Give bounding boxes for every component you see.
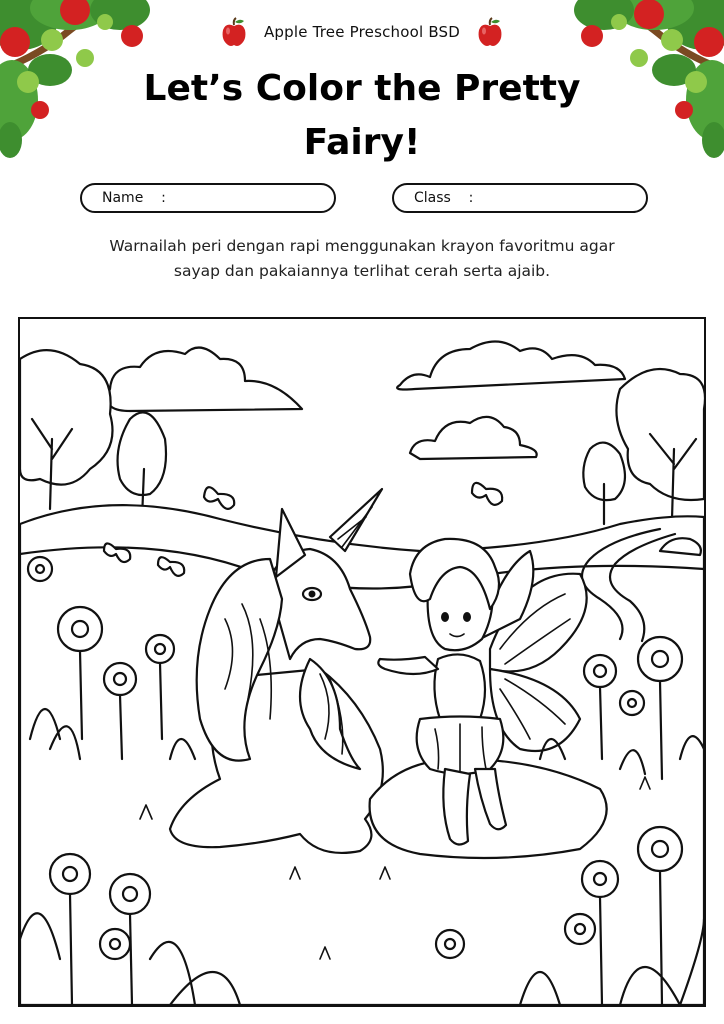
school-name: Apple Tree Preschool BSD	[263, 23, 461, 41]
flower-icon	[100, 929, 130, 959]
class-field-label: Class :	[414, 190, 474, 206]
apple-icon	[218, 16, 250, 48]
flower-icon	[436, 930, 464, 958]
cloud-icon	[397, 341, 625, 389]
flower-icon	[28, 557, 52, 581]
cloud-icon	[410, 417, 537, 459]
fairy-and-unicorn-coloring-illustration	[20, 319, 704, 1005]
instruction-line2: sayap dan pakaiannya terlihat cerah serta ajaib.	[173, 262, 551, 280]
page-title-line2: Fairy!	[303, 122, 421, 163]
page-title	[0, 62, 724, 170]
apple-icon	[474, 16, 506, 48]
cloud-icon	[108, 348, 303, 411]
butterfly-icon	[472, 483, 502, 505]
school-header	[0, 16, 724, 48]
instruction-text	[70, 234, 654, 284]
name-field-label: Name :	[102, 190, 166, 206]
coloring-illustration-frame	[18, 317, 706, 1007]
butterfly-icon	[204, 487, 234, 509]
page-title-line1: Let’s Color the Pretty	[143, 68, 581, 109]
instruction-line1: Warnailah peri dengan rapi menggunakan krayon favoritmu agar	[109, 237, 615, 255]
class-field[interactable]	[392, 183, 648, 213]
tree-icon	[583, 369, 704, 524]
name-field[interactable]	[80, 183, 336, 213]
flower-icon	[620, 691, 644, 715]
flower-icon	[565, 914, 595, 944]
